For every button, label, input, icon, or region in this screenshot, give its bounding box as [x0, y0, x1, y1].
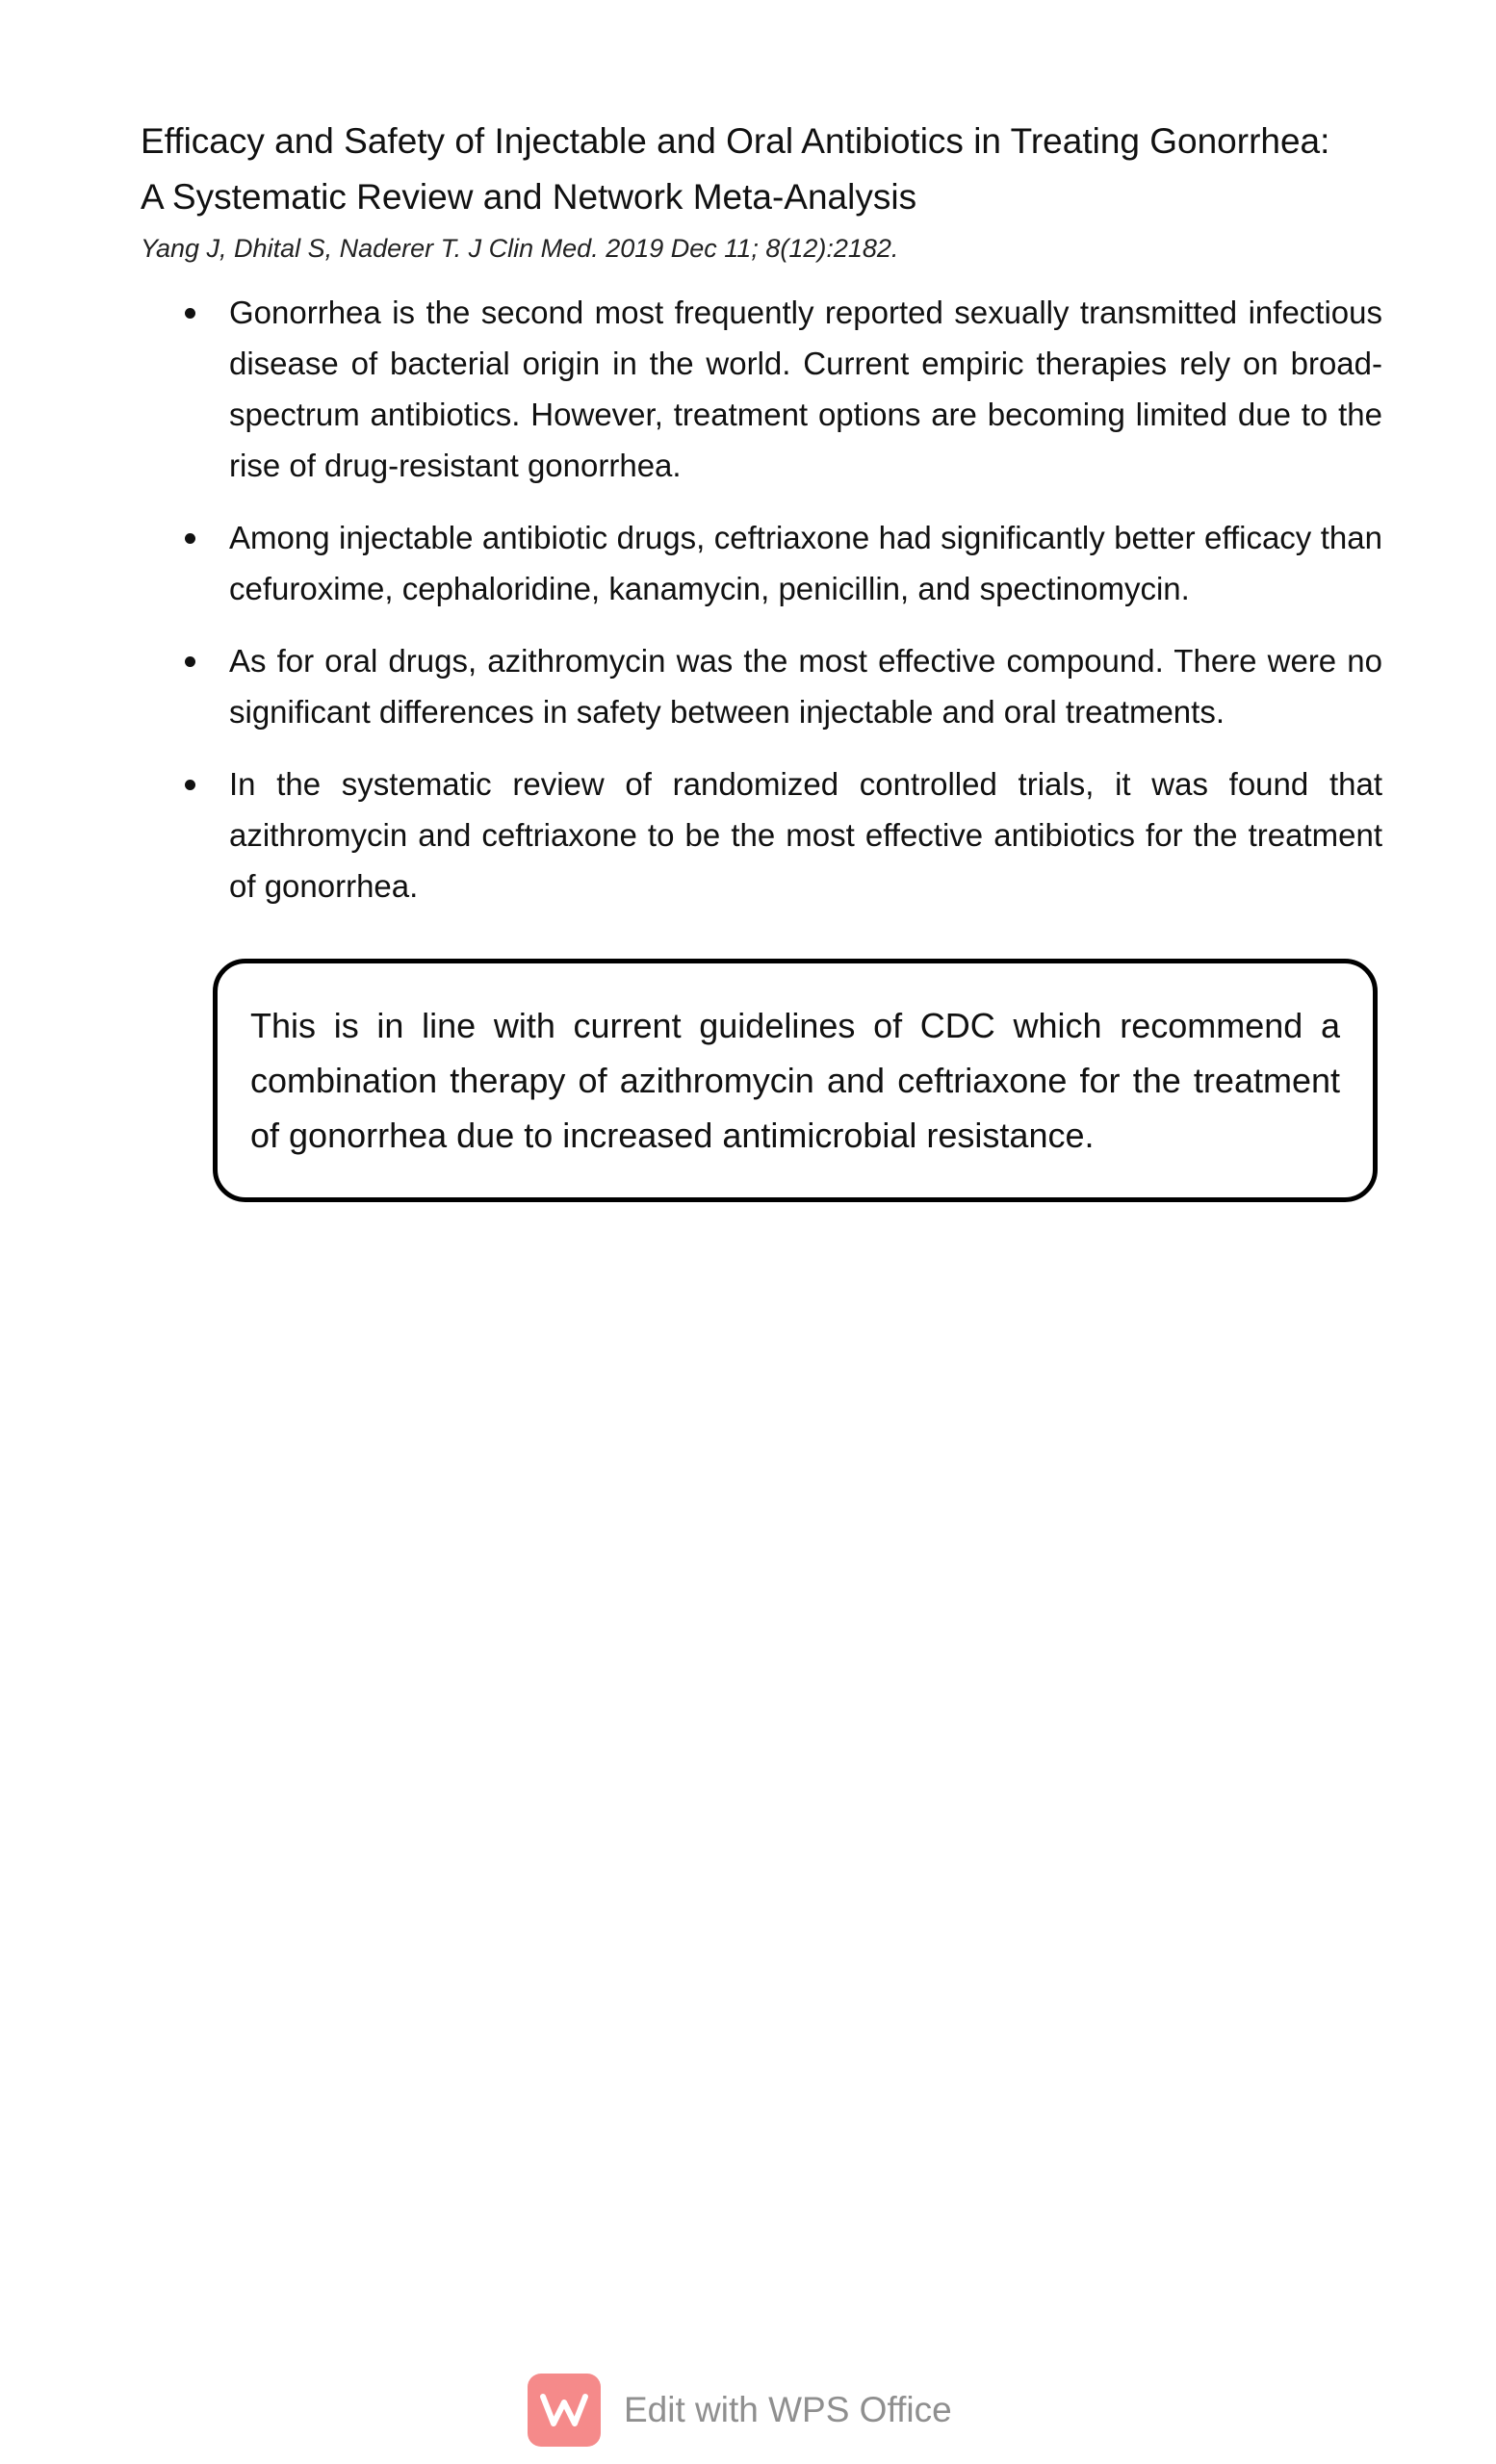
- wps-logo-icon: [528, 2374, 601, 2447]
- bullet-item: [141, 287, 1382, 491]
- bullet-text: Among injectable antibiotic drugs, ceftriaxone had significantly better efficacy than cefuroxime, cephaloridine, kanamycin, penicillin, and spectinomycin.: [229, 520, 1382, 606]
- bullet-text: Gonorrhea is the second most frequently reported sexually transmitted infectious disease of bacterial origin in the world. Current empiric therapies rely on broad-spectrum antibiotics. However, treatment options are becoming limited due to the rise of drug-resistant gonorrhea.: [229, 295, 1382, 483]
- bullet-text: As for oral drugs, azithromycin was the most effective compound. There were no significant differences in safety between injectable and oral treatments.: [229, 643, 1382, 730]
- bullet-text: In the systematic review of randomized controlled trials, it was found that azithromycin and ceftriaxone to be the most effective antibiotics for the treatment of gonorrhea.: [229, 766, 1382, 904]
- bullet-item: [141, 512, 1382, 614]
- bullet-item: [141, 635, 1382, 737]
- bullet-list: [141, 287, 1382, 933]
- bullet-icon: [185, 780, 195, 790]
- title-line-1: Efficacy and Safety of Injectable and Oral Antibiotics in Treating Gonorrhea:: [141, 121, 1330, 161]
- title-line-2: A Systematic Review and Network Meta-Analysis: [141, 177, 917, 217]
- bullet-icon: [185, 656, 195, 667]
- callout-box: [213, 959, 1378, 1202]
- edit-with-wps-button[interactable]: [528, 2374, 952, 2447]
- document-title: [141, 114, 1382, 225]
- wps-label: Edit with WPS Office: [624, 2390, 952, 2429]
- bullet-item: [141, 758, 1382, 911]
- callout-text: This is in line with current guidelines of CDC which recommend a combination therapy of azithromycin and ceftriaxone for the treatment of gonorrhea due to increased antimicrobial resistance.: [250, 1006, 1340, 1155]
- bullet-icon: [185, 308, 195, 319]
- citation: Yang J, Dhital S, Naderer T. J Clin Med. 2019 Dec 11; 8(12):2182.: [141, 234, 899, 263]
- bullet-icon: [185, 533, 195, 544]
